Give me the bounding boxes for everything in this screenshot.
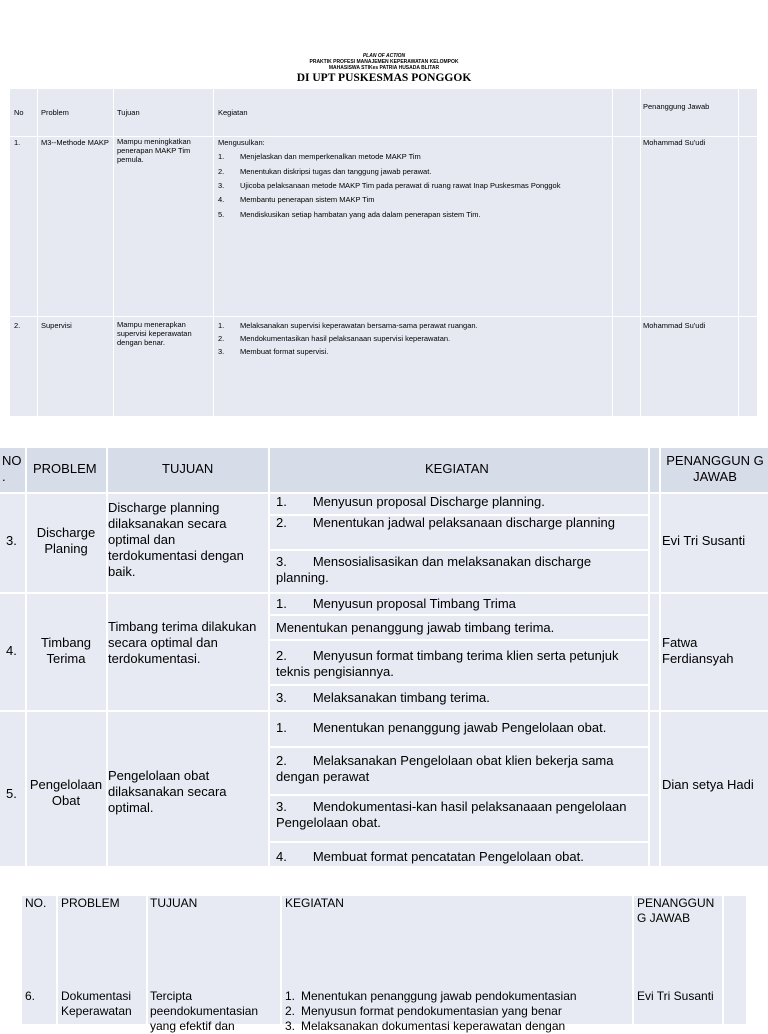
row-3-kegiatan-item: 3. Mensosialisasikan dan melaksanakan discharge planning. <box>276 554 592 585</box>
col-header-problem: Problem <box>41 108 69 117</box>
plan-of-action-page-1 <box>0 0 768 420</box>
col-header-tujuan: Tujuan <box>117 108 140 117</box>
row-5-problem: Pengelolaan Obat <box>29 777 103 808</box>
row-1-kegiatan-intro: Mengusulkan: <box>218 138 265 147</box>
row-6-kegiatan-item: 1. Menentukan penanggung jawab pendokumentasian <box>285 989 577 1003</box>
row-4-kegiatan-item: 1. Menyusun proposal Timbang Trima <box>276 596 516 611</box>
row-2-penanggung-jawab: Mohammad Su'udi <box>643 321 706 330</box>
row-2-problem: Supervisi <box>41 321 72 330</box>
col-header-kegiatan: KEGIATAN <box>425 461 489 476</box>
row-5-tujuan: Pengelolaan obat dilaksanakan secara optimal. <box>108 768 227 815</box>
row-1-tujuan: Mampu meningkatkan penerapan MAKP Tim pemula. <box>117 137 191 164</box>
row-3-no: 3. <box>6 533 17 548</box>
row-3-penanggung-jawab: Evi Tri Susanti <box>662 533 746 548</box>
row-2-kegiatan-item: 3. Membuat format supervisi. <box>218 347 329 356</box>
row-1-problem: M3--Methode MAKP <box>41 138 109 147</box>
row-4-problem: Timbang Terima <box>40 635 92 666</box>
row-2-kegiatan-item: 1. Melaksanakan supervisi keperawatan bersama-sama perawat ruangan. <box>218 321 478 330</box>
row-6-problem: Dokumentasi Keperawatan <box>61 989 132 1018</box>
row-4-tujuan: Timbang terima dilakukan secara optimal dan terdokumentasi. <box>108 619 257 666</box>
row-3-problem: Discharge Planing <box>36 525 96 556</box>
row-6-tujuan: Tercipta peendokumentasian yang efektif dan <box>150 989 259 1033</box>
col-header-no: NO. <box>25 896 47 910</box>
row-5-kegiatan-item: 1. Menentukan penanggung jawab Pengelolaan obat. <box>276 720 607 735</box>
row-6-no: 6. <box>25 989 36 1003</box>
row-3-kegiatan-item: 1. Menyusun proposal Discharge planning. <box>276 494 545 509</box>
plan-of-action-page-3 <box>0 896 768 1033</box>
col-header-penanggung-jawab: PENANGGUN G JAWAB <box>637 896 715 925</box>
row-5-kegiatan-item: 3. Mendokumentasi-kan hasil pelaksanaaan pengelolaan Pengelolaan obat. <box>276 799 627 830</box>
col-header-problem: PROBLEM <box>33 461 97 476</box>
col-header-problem: PROBLEM <box>61 896 120 910</box>
row-5-kegiatan-item: 2. Melaksanakan Pengelolaan obat klien bekerja sama dengan perawat <box>276 753 614 784</box>
plan-table-3 <box>22 896 746 1033</box>
row-3-kegiatan-item: 2. Menentukan jadwal pelaksanaan discharge planning <box>276 515 615 530</box>
row-1-kegiatan <box>218 137 598 224</box>
row-5-kegiatan-item: 4. Membuat format pencatatan Pengelolaan obat. <box>276 849 584 864</box>
row-1-kegiatan-item: 5. Mendiskusikan setiap hambatan yang ada dalam penerapan sistem Tim. <box>218 210 481 219</box>
col-header-penanggung-jawab: Penanggung Jawab <box>643 102 710 111</box>
row-6-penanggung-jawab: Evi Tri Susanti <box>637 989 714 1003</box>
plan-table-1 <box>10 89 757 416</box>
row-2-kegiatan-item: 2. Mendokumentasikan hasil pelaksanaan supervisi keperawatan. <box>218 334 451 343</box>
plan-table-2 <box>0 448 768 866</box>
row-5-penanggung-jawab: Dian setya Hadi <box>662 777 754 792</box>
row-1-kegiatan-item: 4. Membantu penerapan sistem MAKP Tim <box>218 195 375 204</box>
plan-of-action-page-2 <box>0 448 768 866</box>
header-program: PRAKTIK PROFESI MANAJEMEN KEPERAWATAN KELOMPOK <box>309 59 459 65</box>
row-4-kegiatan-item: Menentukan penanggung jawab timbang terima. <box>276 620 555 635</box>
col-header-penanggung-jawab: PENANGGUN G JAWAB <box>666 453 764 484</box>
col-header-tujuan: TUJUAN <box>150 896 198 910</box>
col-header-no: No <box>14 108 24 117</box>
row-6-kegiatan-item: 3. Melaksanakan dokumentasi keperawatan dengan <box>285 1019 566 1033</box>
row-1-kegiatan-item: 2. Menentukan diskripsi tugas dan tanggung jawab perawat. <box>218 167 432 176</box>
row-4-kegiatan-item: 3. Melaksanakan timbang terima. <box>276 690 490 705</box>
row-4-kegiatan-item: 2. Menyusun format timbang terima klien serta petunjuk teknis pengisiannya. <box>276 648 619 679</box>
row-1-kegiatan-item: 1. Menjelaskan dan memperkenalkan metode MAKP Tim <box>218 152 421 161</box>
row-3-tujuan: Discharge planning dilaksanakan secara optimal dan terdokumentasi dengan baik. <box>108 500 244 579</box>
row-5-no: 5. <box>6 786 17 801</box>
row-1-penanggung-jawab: Mohammad Su'udi <box>643 138 706 147</box>
header-plan-of-action: PLAN OF ACTION <box>362 53 406 59</box>
row-2-tujuan: Mampu menerapkan supervisi keperawatan dengan benar. <box>117 320 192 347</box>
col-header-kegiatan: Kegiatan <box>218 108 248 117</box>
row-2-no: 2. <box>14 321 21 330</box>
col-header-kegiatan: KEGIATAN <box>285 896 344 910</box>
header-institution: MAHASISWA STIKes PATRIA HUSADA BLITAR <box>328 65 440 71</box>
row-1-no: 1. <box>14 138 21 147</box>
row-4-no: 4. <box>6 643 17 658</box>
row-4-penanggung-jawab: Fatwa Ferdiansyah <box>662 635 734 666</box>
row-2-kegiatan <box>218 320 598 361</box>
col-header-tujuan: TUJUAN <box>162 461 214 476</box>
document-title: DI UPT PUSKESMAS PONGGOK <box>296 72 472 84</box>
row-1-kegiatan-item: 3. Ujicoba pelaksanaan metode MAKP Tim pada perawat di ruang rawat Inap Puskesmas Ponggok <box>218 181 561 190</box>
row-6-kegiatan-item: 2. Menyusun format pendokumentasian yang benar <box>285 1004 562 1018</box>
col-header-no: NO . <box>2 453 22 484</box>
